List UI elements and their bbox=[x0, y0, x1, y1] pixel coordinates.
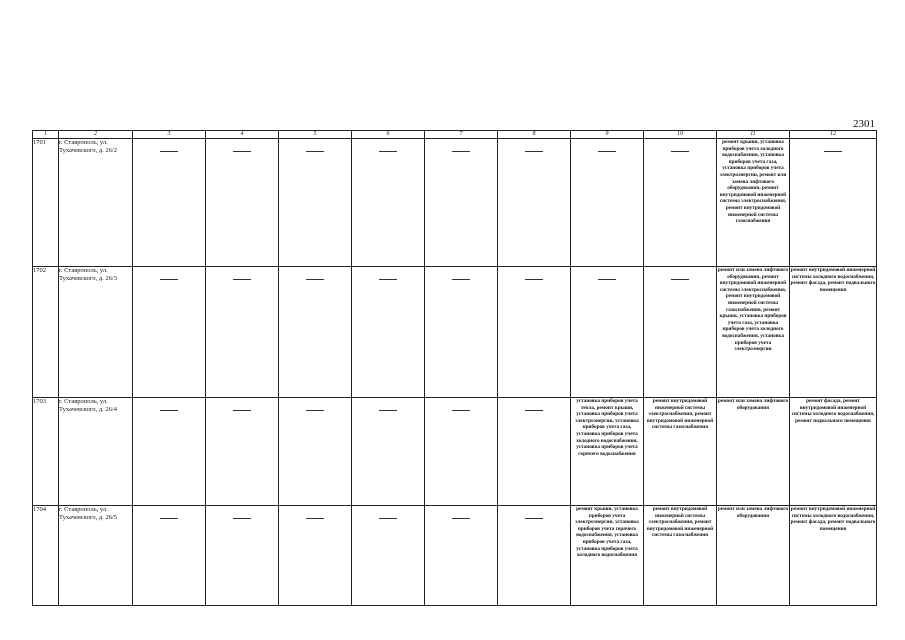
dash-mark bbox=[525, 151, 543, 152]
dash-mark bbox=[233, 518, 251, 519]
dash-mark bbox=[525, 518, 543, 519]
empty-cell bbox=[352, 267, 425, 398]
work-list-cell: установка приборов учета тепла, ремонт крыши, установка приборов учета электроэнергии, установка приборов учета газа, установка приборов учета холодного водоснабжения, установка приборов учета горячего водоснабжения bbox=[571, 398, 644, 506]
empty-cell bbox=[206, 139, 279, 267]
empty-cell bbox=[279, 267, 352, 398]
dash-mark bbox=[233, 151, 251, 152]
row-number: 1704 bbox=[33, 506, 59, 606]
empty-cell bbox=[279, 506, 352, 606]
dash-mark bbox=[671, 279, 689, 280]
table-row bbox=[33, 267, 877, 398]
empty-cell bbox=[133, 506, 206, 606]
work-list-cell: ремонт или замена лифтового оборудования bbox=[717, 398, 790, 506]
empty-cell bbox=[206, 267, 279, 398]
table-row bbox=[33, 506, 877, 606]
column-number-row bbox=[33, 131, 877, 139]
work-list-cell: ремонт или замена лифтового оборудования, ремонт внутридомовой инженерной системы электроснабжения, ремонт внутридомовой инженерной системы газоснабжения, ремонт крыши, установка приборов учета газа, установка приборов учета холодного водоснабжения, установка приборов учета электроэнергии bbox=[717, 267, 790, 398]
row-address: г. Ставрополь, ул. Тухачевского, д. 26/4 bbox=[59, 398, 133, 506]
work-list-cell: ремонт крыши, установка приборов учета холодного водоснабжения, установка приборов учета газа, установка приборов учета электроэнергии, ремонт или замена лифтового оборудования, ремонт внутридомовой инженерной системы электроснабжения, ремонт внутридомовой инженерной системы газоснабжения bbox=[717, 139, 790, 267]
dash-mark bbox=[306, 279, 324, 280]
empty-cell bbox=[352, 506, 425, 606]
row-address: г. Ставрополь, ул. Тухачевского, д. 26/5 bbox=[59, 506, 133, 606]
column-header: 3 bbox=[133, 131, 206, 139]
empty-cell bbox=[279, 139, 352, 267]
dash-mark bbox=[306, 151, 324, 152]
dash-mark bbox=[452, 151, 470, 152]
column-header: 11 bbox=[717, 131, 790, 139]
column-header: 2 bbox=[59, 131, 133, 139]
column-header: 12 bbox=[790, 131, 877, 139]
work-list-cell: ремонт фасада, ремонт внутридомовой инженерной системы холодного водоснабжения, ремонт подвального помещения bbox=[790, 398, 877, 506]
dash-mark bbox=[233, 279, 251, 280]
dash-mark bbox=[824, 151, 842, 152]
dash-mark bbox=[452, 518, 470, 519]
empty-cell bbox=[352, 398, 425, 506]
column-header: 4 bbox=[206, 131, 279, 139]
empty-cell bbox=[498, 398, 571, 506]
empty-cell bbox=[644, 267, 717, 398]
page-number: 2301 bbox=[853, 118, 875, 130]
column-header: 9 bbox=[571, 131, 644, 139]
dash-mark bbox=[306, 410, 324, 411]
empty-cell bbox=[133, 139, 206, 267]
dash-mark bbox=[160, 518, 178, 519]
empty-cell bbox=[206, 506, 279, 606]
row-number: 1702 bbox=[33, 267, 59, 398]
work-list-cell: ремонт внутридомовой инженерной системы холодного водоснабжения, ремонт фасада, ремонт подвального помещения bbox=[790, 506, 877, 606]
row-number: 1703 bbox=[33, 398, 59, 506]
row-address: г. Ставрополь, ул. Тухачевского, д. 26/2 bbox=[59, 139, 133, 267]
empty-cell bbox=[498, 506, 571, 606]
dash-mark bbox=[598, 151, 616, 152]
empty-cell bbox=[790, 139, 877, 267]
empty-cell bbox=[498, 139, 571, 267]
dash-mark bbox=[525, 410, 543, 411]
work-list-cell: ремонт или замена лифтового оборудования bbox=[717, 506, 790, 606]
dash-mark bbox=[306, 518, 324, 519]
dash-mark bbox=[160, 151, 178, 152]
column-header: 1 bbox=[33, 131, 59, 139]
empty-cell bbox=[206, 398, 279, 506]
column-header: 7 bbox=[425, 131, 498, 139]
empty-cell bbox=[571, 267, 644, 398]
empty-cell bbox=[425, 398, 498, 506]
table-row bbox=[33, 139, 877, 267]
dash-mark bbox=[160, 410, 178, 411]
work-list-cell: ремонт крыши, установка приборов учета электроэнергии, установка приборов учета горячего водоснабжения, установка приборов учета газа, установка приборов учета холодного водоснабжения bbox=[571, 506, 644, 606]
dash-mark bbox=[525, 279, 543, 280]
empty-cell bbox=[352, 139, 425, 267]
dash-mark bbox=[671, 151, 689, 152]
dash-mark bbox=[379, 279, 397, 280]
dash-mark bbox=[233, 410, 251, 411]
empty-cell bbox=[133, 267, 206, 398]
empty-cell bbox=[425, 267, 498, 398]
work-list-cell: ремонт внутридомовой инженерной системы электроснабжения, ремонт внутридомовой инженерной системы газоснабжения bbox=[644, 398, 717, 506]
dash-mark bbox=[452, 410, 470, 411]
empty-cell bbox=[644, 139, 717, 267]
work-list-cell: ремонт внутридомовой инженерной системы электроснабжения, ремонт внутридомовой инженерной системы газоснабжения bbox=[644, 506, 717, 606]
empty-cell bbox=[133, 398, 206, 506]
repair-register-table bbox=[32, 130, 877, 606]
row-address: г. Ставрополь, ул. Тухачевского, д. 26/3 bbox=[59, 267, 133, 398]
table-row bbox=[33, 398, 877, 506]
dash-mark bbox=[160, 279, 178, 280]
work-list-cell: ремонт внутридомовой инженерной системы холодного водоснабжения, ремонт фасада, ремонт подвального помещения bbox=[790, 267, 877, 398]
empty-cell bbox=[425, 506, 498, 606]
column-header: 8 bbox=[498, 131, 571, 139]
dash-mark bbox=[379, 151, 397, 152]
dash-mark bbox=[452, 279, 470, 280]
row-number: 1701 bbox=[33, 139, 59, 267]
dash-mark bbox=[379, 518, 397, 519]
empty-cell bbox=[498, 267, 571, 398]
empty-cell bbox=[425, 139, 498, 267]
empty-cell bbox=[571, 139, 644, 267]
dash-mark bbox=[598, 279, 616, 280]
column-header: 5 bbox=[279, 131, 352, 139]
column-header: 10 bbox=[644, 131, 717, 139]
column-header: 6 bbox=[352, 131, 425, 139]
dash-mark bbox=[379, 410, 397, 411]
empty-cell bbox=[279, 398, 352, 506]
